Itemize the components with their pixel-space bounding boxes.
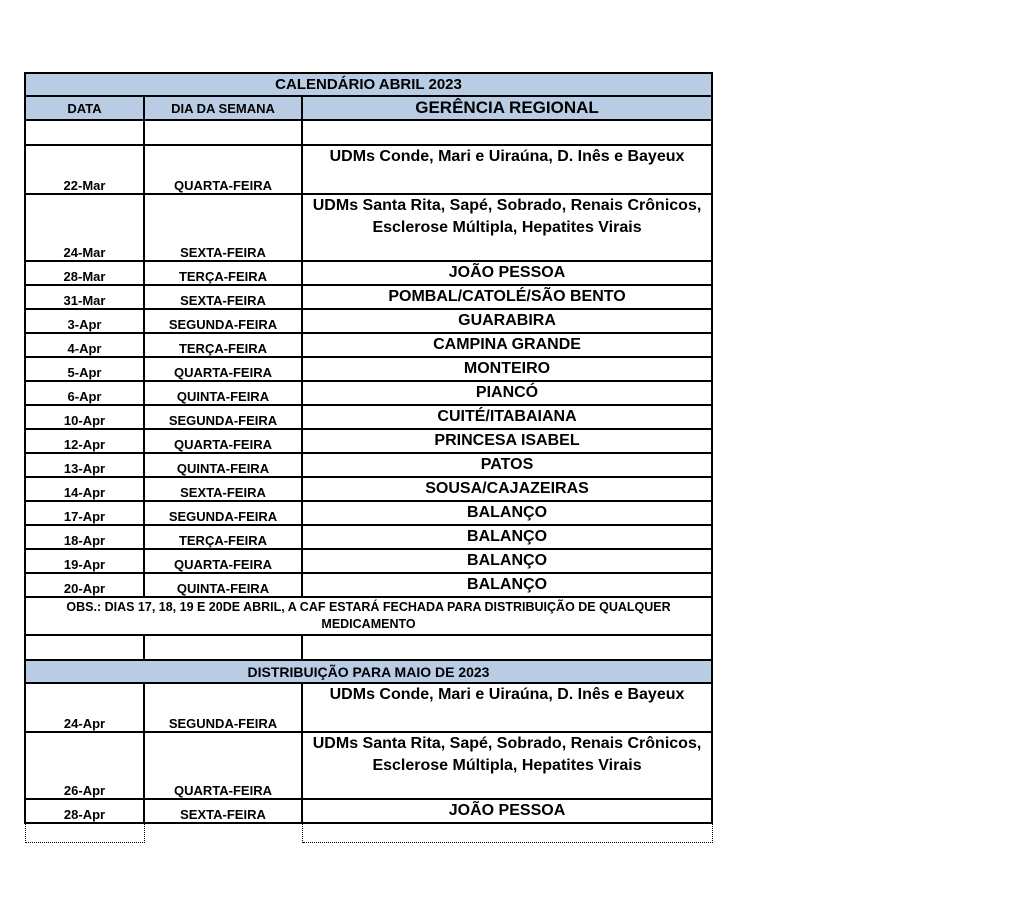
region-cell: UDMs Santa Rita, Sapé, Sobrado, Renais Crônicos, Esclerose Múltipla, Hepatites Virais [302, 194, 712, 261]
date-cell: 12-Apr [25, 429, 144, 453]
date-cell: 13-Apr [25, 453, 144, 477]
weekday-cell: QUARTA-FEIRA [144, 357, 302, 381]
region-cell: PRINCESA ISABEL [302, 429, 712, 453]
dashed-cell [302, 823, 712, 842]
date-cell: 24-Apr [25, 683, 144, 732]
table-header-row [25, 96, 712, 120]
region-cell: UDMs Conde, Mari e Uiraúna, D. Inês e Bayeux [302, 145, 712, 194]
calendar-sheet [24, 72, 713, 843]
region-cell: CAMPINA GRANDE [302, 333, 712, 357]
region-cell: GUARABIRA [302, 309, 712, 333]
column-header-0: DATA [25, 96, 144, 120]
region-cell: UDMs Conde, Mari e Uiraúna, D. Inês e Bayeux [302, 683, 712, 732]
region-cell: JOÃO PESSOA [302, 261, 712, 285]
weekday-cell: TERÇA-FEIRA [144, 333, 302, 357]
obs-note-row [25, 597, 712, 635]
table-row [25, 549, 712, 573]
table-title: CALENDÁRIO ABRIL 2023 [25, 73, 712, 96]
date-cell: 26-Apr [25, 732, 144, 799]
table-row [25, 799, 712, 823]
region-cell: BALANÇO [302, 525, 712, 549]
date-cell: 24-Mar [25, 194, 144, 261]
table-row [25, 429, 712, 453]
weekday-cell: QUINTA-FEIRA [144, 381, 302, 405]
table-row [25, 285, 712, 309]
empty-cell [302, 635, 712, 660]
empty-cell [144, 120, 302, 145]
weekday-cell: QUARTA-FEIRA [144, 549, 302, 573]
date-cell: 4-Apr [25, 333, 144, 357]
weekday-cell: SEGUNDA-FEIRA [144, 501, 302, 525]
date-cell: 6-Apr [25, 381, 144, 405]
table-title-row [25, 73, 712, 96]
table-row [25, 573, 712, 597]
table-row [25, 194, 712, 261]
date-cell: 5-Apr [25, 357, 144, 381]
table-row [25, 333, 712, 357]
region-cell: CUITÉ/ITABAIANA [302, 405, 712, 429]
empty-cell [302, 120, 712, 145]
region-cell: BALANÇO [302, 549, 712, 573]
table-row [25, 525, 712, 549]
table-row [25, 405, 712, 429]
weekday-cell: SEGUNDA-FEIRA [144, 309, 302, 333]
date-cell: 22-Mar [25, 145, 144, 194]
date-cell: 20-Apr [25, 573, 144, 597]
table-row [25, 477, 712, 501]
date-cell: 17-Apr [25, 501, 144, 525]
date-cell: 28-Mar [25, 261, 144, 285]
dashed-cell [25, 823, 144, 842]
weekday-cell: SEXTA-FEIRA [144, 799, 302, 823]
table-row [25, 732, 712, 799]
date-cell: 28-Apr [25, 799, 144, 823]
date-cell: 31-Mar [25, 285, 144, 309]
date-cell: 3-Apr [25, 309, 144, 333]
section-header-row [25, 660, 712, 683]
table-row [25, 309, 712, 333]
print-boundary-row [25, 823, 712, 842]
table-row [25, 683, 712, 732]
column-header-2: GERÊNCIA REGIONAL [302, 96, 712, 120]
table-row [25, 501, 712, 525]
date-cell: 14-Apr [25, 477, 144, 501]
date-cell: 19-Apr [25, 549, 144, 573]
region-cell: BALANÇO [302, 501, 712, 525]
empty-row [25, 635, 712, 660]
weekday-cell: QUARTA-FEIRA [144, 145, 302, 194]
weekday-cell: SEGUNDA-FEIRA [144, 405, 302, 429]
weekday-cell: SEXTA-FEIRA [144, 194, 302, 261]
empty-cell [144, 635, 302, 660]
table-row [25, 381, 712, 405]
calendar-table-body [25, 73, 712, 842]
region-cell: PATOS [302, 453, 712, 477]
region-cell: JOÃO PESSOA [302, 799, 712, 823]
weekday-cell: QUARTA-FEIRA [144, 429, 302, 453]
table-row [25, 261, 712, 285]
table-row [25, 357, 712, 381]
weekday-cell: TERÇA-FEIRA [144, 261, 302, 285]
empty-cell [25, 120, 144, 145]
calendar-table [24, 72, 713, 843]
obs-note: OBS.: DIAS 17, 18, 19 E 20DE ABRIL, A CAF ESTARÁ FECHADA PARA DISTRIBUIÇÃO DE QUALQUER MEDICAMENTO [25, 597, 712, 635]
region-cell: POMBAL/CATOLÉ/SÃO BENTO [302, 285, 712, 309]
table-row [25, 145, 712, 194]
weekday-cell: QUINTA-FEIRA [144, 453, 302, 477]
weekday-cell: QUINTA-FEIRA [144, 573, 302, 597]
dashed-cell [144, 823, 302, 842]
weekday-cell: SEXTA-FEIRA [144, 477, 302, 501]
region-cell: SOUSA/CAJAZEIRAS [302, 477, 712, 501]
region-cell: UDMs Santa Rita, Sapé, Sobrado, Renais Crônicos, Esclerose Múltipla, Hepatites Virais [302, 732, 712, 799]
table-row [25, 453, 712, 477]
date-cell: 18-Apr [25, 525, 144, 549]
empty-row [25, 120, 712, 145]
region-cell: MONTEIRO [302, 357, 712, 381]
weekday-cell: TERÇA-FEIRA [144, 525, 302, 549]
weekday-cell: SEXTA-FEIRA [144, 285, 302, 309]
region-cell: PIANCÓ [302, 381, 712, 405]
region-cell: BALANÇO [302, 573, 712, 597]
date-cell: 10-Apr [25, 405, 144, 429]
weekday-cell: SEGUNDA-FEIRA [144, 683, 302, 732]
empty-cell [25, 635, 144, 660]
column-header-1: DIA DA SEMANA [144, 96, 302, 120]
section-header: DISTRIBUIÇÃO PARA MAIO DE 2023 [25, 660, 712, 683]
weekday-cell: QUARTA-FEIRA [144, 732, 302, 799]
